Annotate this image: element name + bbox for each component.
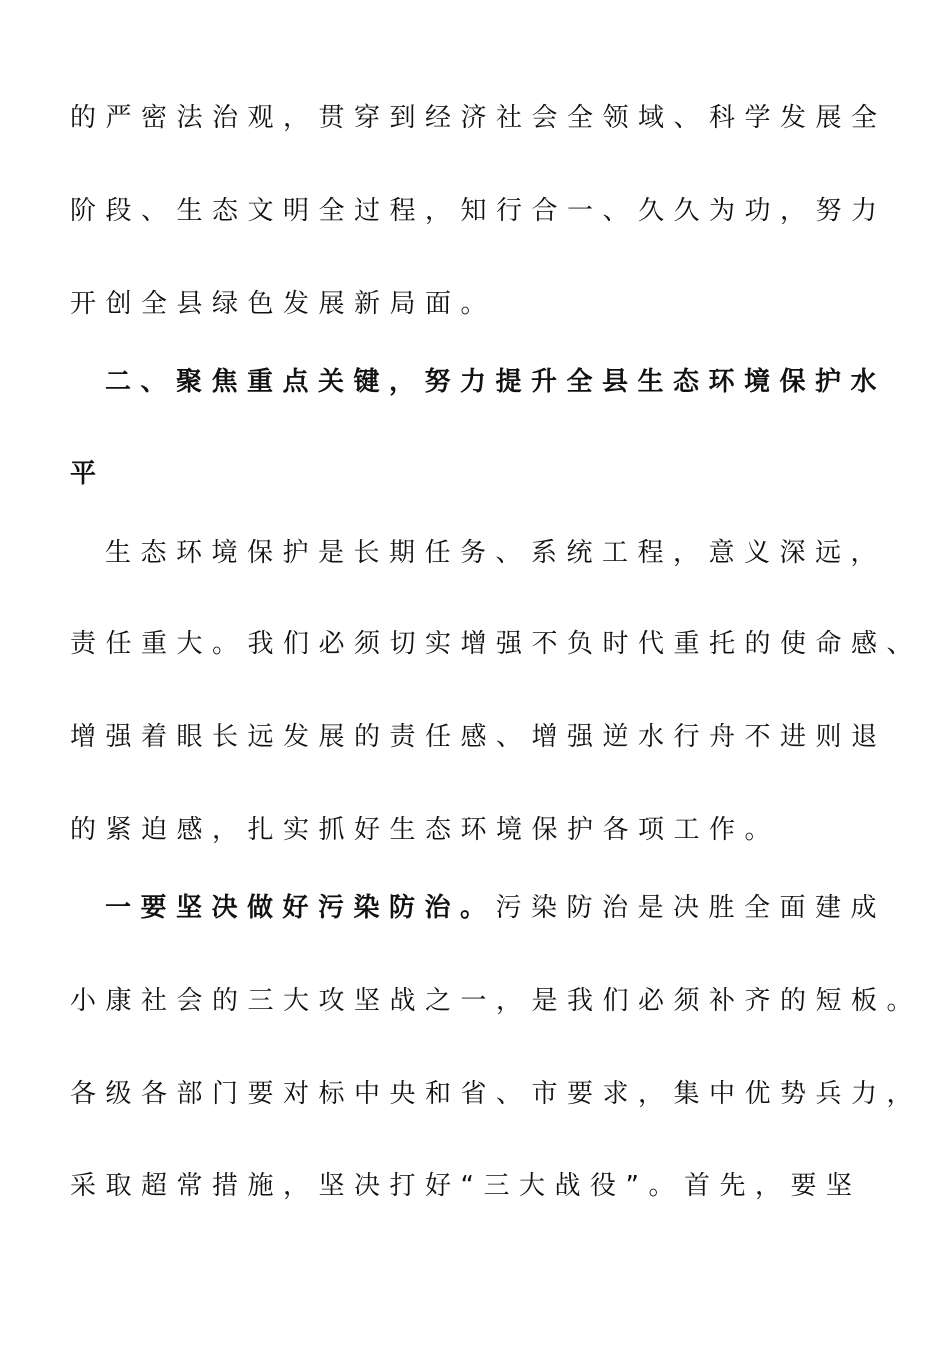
paragraph-line: 增强着眼长远发展的责任感、增强逆水行舟不进则退	[70, 722, 887, 752]
paragraph-line: 阶段、生态文明全过程，知行合一、久久为功，努力	[70, 196, 887, 226]
section-heading-continued: 平	[70, 459, 106, 489]
paragraph-text: 污染防治是决胜全面建成	[495, 893, 887, 923]
paragraph-lead-bold: 一要坚决做好污染防治。	[105, 893, 496, 923]
paragraph-line: 小康社会的三大攻坚战之一，是我们必须补齐的短板。	[70, 986, 923, 1016]
paragraph-line: 的紧迫感，扎实抓好生态环境保护各项工作。	[70, 815, 781, 845]
paragraph-line: 责任重大。我们必须切实增强不负时代重托的使命感、	[70, 629, 923, 659]
paragraph-line: 各级各部门要对标中央和省、市要求，集中优势兵力，	[70, 1079, 923, 1109]
paragraph-line: 生态环境保护是长期任务、系统工程，意义深远，	[105, 538, 887, 568]
section-heading: 二、聚焦重点关键，努力提升全县生态环境保护水	[105, 367, 887, 397]
paragraph-line	[105, 892, 886, 924]
paragraph-line: 开创全县绿色发展新局面。	[70, 289, 497, 319]
paragraph-line: 采取超常措施，坚决打好“三大战役”。首先，要坚	[70, 1171, 862, 1201]
paragraph-line: 的严密法治观，贯穿到经济社会全领域、科学发展全	[70, 103, 887, 133]
